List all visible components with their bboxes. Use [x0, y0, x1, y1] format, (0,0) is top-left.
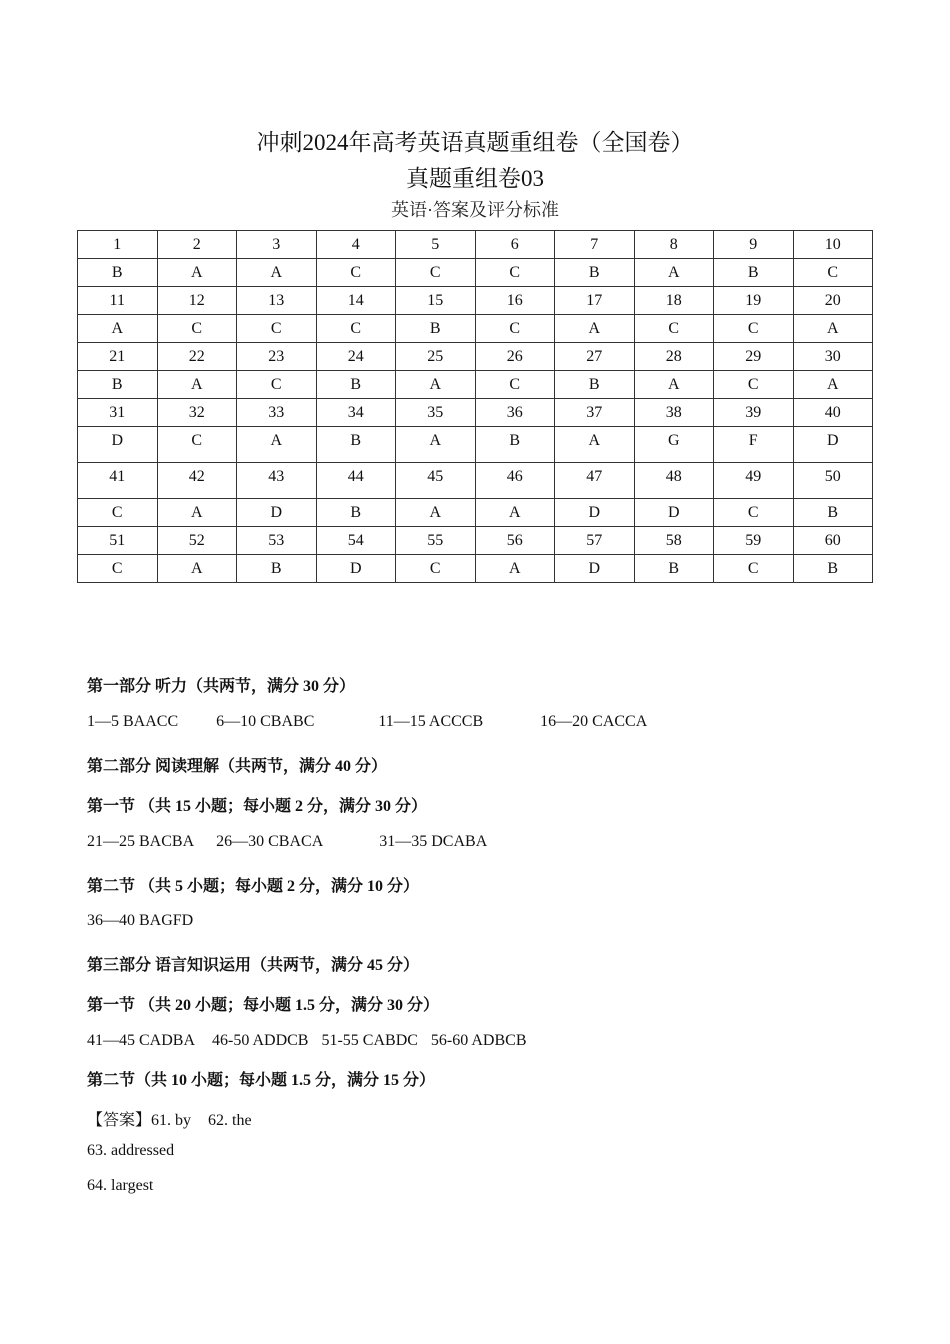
answer-cell: A	[157, 555, 237, 583]
answer-cell: C	[634, 315, 714, 343]
question-number-cell: 52	[157, 527, 237, 555]
answer-cell: B	[78, 371, 158, 399]
answer-cell: A	[475, 555, 555, 583]
question-number-cell: 40	[793, 399, 873, 427]
answer-group: 11—15 ACCCB	[378, 713, 484, 730]
part2-section1-heading: 第一节 （共 15 小题；每小题 2 分，满分 30 分）	[87, 798, 428, 815]
question-number-cell: 55	[396, 527, 476, 555]
question-number-cell: 49	[714, 463, 794, 499]
answer-cell: A	[157, 499, 237, 527]
part2-heading: 第二部分 阅读理解（共两节，满分 40 分）	[87, 758, 388, 775]
answer-cell: B	[237, 555, 317, 583]
document-caption: 英语·答案及评分标准	[391, 200, 559, 220]
document-title: 冲刺2024年高考英语真题重组卷（全国卷）	[256, 130, 694, 155]
answer-cell: C	[714, 371, 794, 399]
question-number-cell: 46	[475, 463, 555, 499]
part3-section1-answers	[87, 1032, 527, 1050]
answer-cell: B	[793, 555, 873, 583]
answer-group: 6—10 CBABC	[216, 713, 315, 730]
answer-cell: D	[316, 555, 396, 583]
question-number-cell: 12	[157, 287, 237, 315]
answer-cell: B	[396, 315, 476, 343]
answer-cell: C	[475, 315, 555, 343]
answer-group: 56-60 ADBCB	[430, 1032, 527, 1049]
answer-cell: A	[157, 371, 237, 399]
part3-section1-heading: 第一节 （共 20 小题；每小题 1.5 分，满分 30 分）	[87, 997, 440, 1014]
question-number-cell: 51	[78, 527, 158, 555]
question-number-cell: 1	[78, 231, 158, 259]
question-number-cell: 16	[475, 287, 555, 315]
question-number-cell: 11	[78, 287, 158, 315]
question-number-cell: 15	[396, 287, 476, 315]
question-number-cell: 29	[714, 343, 794, 371]
answer-cell: B	[555, 259, 635, 287]
part1-heading: 第一部分 听力（共两节，满分 30 分）	[87, 678, 356, 695]
answer-cell: C	[237, 371, 317, 399]
answer-row	[78, 499, 873, 527]
question-number-cell: 23	[237, 343, 317, 371]
question-number-cell: 7	[555, 231, 635, 259]
question-number-row	[78, 527, 873, 555]
question-number-cell: 54	[316, 527, 396, 555]
answer-cell: B	[475, 427, 555, 463]
question-number-cell: 2	[157, 231, 237, 259]
answer-cell: C	[793, 259, 873, 287]
question-number-row	[78, 343, 873, 371]
answer-cell: A	[793, 371, 873, 399]
answer-cell: D	[237, 499, 317, 527]
answer-cell: A	[475, 499, 555, 527]
question-number-cell: 32	[157, 399, 237, 427]
question-number-cell: 31	[78, 399, 158, 427]
question-number-cell: 22	[157, 343, 237, 371]
question-number-cell: 33	[237, 399, 317, 427]
answer-63: 63. addressed	[87, 1142, 175, 1159]
question-number-cell: 9	[714, 231, 794, 259]
question-number-cell: 39	[714, 399, 794, 427]
question-number-cell: 41	[78, 463, 158, 499]
answer-cell: B	[78, 259, 158, 287]
question-number-cell: 8	[634, 231, 714, 259]
answer-cell: C	[157, 427, 237, 463]
answer-group: 51-55 CABDC	[321, 1032, 418, 1049]
question-number-cell: 35	[396, 399, 476, 427]
answer-cell: B	[793, 499, 873, 527]
answer-cell: A	[396, 427, 476, 463]
question-number-cell: 57	[555, 527, 635, 555]
answer-cell: B	[316, 499, 396, 527]
answer-group: 16—20 CACCA	[540, 713, 648, 730]
question-number-cell: 20	[793, 287, 873, 315]
answer-62: 62. the	[208, 1112, 252, 1129]
answer-cell: D	[634, 499, 714, 527]
answer-group: 21—25 BACBA	[87, 833, 195, 850]
question-number-cell: 3	[237, 231, 317, 259]
answer-cell: A	[555, 315, 635, 343]
question-number-cell: 36	[475, 399, 555, 427]
question-number-cell: 25	[396, 343, 476, 371]
answer-cell: A	[237, 427, 317, 463]
question-number-cell: 34	[316, 399, 396, 427]
answer-cell: D	[78, 427, 158, 463]
answer-group: 26—30 CBACA	[216, 833, 324, 850]
question-number-cell: 4	[316, 231, 396, 259]
question-number-cell: 59	[714, 527, 794, 555]
answer-label: 【答案】	[87, 1112, 152, 1129]
question-number-cell: 18	[634, 287, 714, 315]
part1-answers	[87, 713, 647, 731]
answer-cell: C	[475, 371, 555, 399]
question-number-row	[78, 287, 873, 315]
question-number-cell: 60	[793, 527, 873, 555]
question-number-row	[78, 463, 873, 499]
question-number-cell: 43	[237, 463, 317, 499]
answer-cell: B	[714, 259, 794, 287]
answer-group: 1—5 BAACC	[87, 713, 179, 730]
answer-cell: F	[714, 427, 794, 463]
part2-section2-heading: 第二节 （共 5 小题；每小题 2 分，满分 10 分）	[87, 878, 420, 895]
question-number-row	[78, 231, 873, 259]
answer-cell: A	[157, 259, 237, 287]
answer-cell: C	[714, 499, 794, 527]
answer-cell: C	[157, 315, 237, 343]
answer-cell: B	[634, 555, 714, 583]
question-number-cell: 26	[475, 343, 555, 371]
question-number-cell: 42	[157, 463, 237, 499]
question-number-cell: 58	[634, 527, 714, 555]
document-subtitle: 真题重组卷03	[406, 166, 544, 191]
question-number-cell: 13	[237, 287, 317, 315]
answer-cell: A	[78, 315, 158, 343]
question-number-cell: 5	[396, 231, 476, 259]
answer-61-62	[87, 1107, 252, 1130]
part3-heading: 第三部分 语言知识运用（共两节，满分 45 分）	[87, 957, 420, 974]
answer-cell: D	[793, 427, 873, 463]
answer-row	[78, 555, 873, 583]
question-number-cell: 19	[714, 287, 794, 315]
answer-group: 31—35 DCABA	[379, 833, 488, 850]
answer-cell: B	[555, 371, 635, 399]
answer-table	[77, 230, 873, 583]
answer-64: 64. largest	[87, 1177, 154, 1194]
answer-61: 61. by	[151, 1112, 192, 1129]
answer-cell: A	[634, 371, 714, 399]
question-number-cell: 17	[555, 287, 635, 315]
question-number-cell: 30	[793, 343, 873, 371]
part2-section2-answers: 36—40 BAGFD	[87, 912, 194, 929]
answer-cell: C	[316, 315, 396, 343]
question-number-cell: 27	[555, 343, 635, 371]
answer-cell: C	[237, 315, 317, 343]
answer-cell: C	[714, 315, 794, 343]
part3-section2-heading: 第二节（共 10 小题；每小题 1.5 分，满分 15 分）	[87, 1072, 436, 1089]
answer-cell: C	[316, 259, 396, 287]
answer-row	[78, 259, 873, 287]
answer-row	[78, 427, 873, 463]
question-number-cell: 56	[475, 527, 555, 555]
part2-section1-answers	[87, 833, 487, 851]
question-number-cell: 28	[634, 343, 714, 371]
question-number-cell: 21	[78, 343, 158, 371]
answer-cell: A	[396, 499, 476, 527]
answer-cell: C	[78, 555, 158, 583]
question-number-cell: 44	[316, 463, 396, 499]
answer-cell: C	[396, 259, 476, 287]
question-number-cell: 48	[634, 463, 714, 499]
question-number-cell: 24	[316, 343, 396, 371]
answer-group: 46-50 ADDCB	[212, 1032, 309, 1049]
question-number-cell: 14	[316, 287, 396, 315]
question-number-cell: 47	[555, 463, 635, 499]
question-number-cell: 45	[396, 463, 476, 499]
answer-cell: D	[555, 555, 635, 583]
answer-cell: A	[634, 259, 714, 287]
question-number-cell: 38	[634, 399, 714, 427]
answer-group: 41—45 CADBA	[87, 1032, 196, 1049]
answer-cell: A	[793, 315, 873, 343]
answer-cell: B	[316, 371, 396, 399]
question-number-cell: 53	[237, 527, 317, 555]
answer-cell: C	[714, 555, 794, 583]
answer-cell: C	[475, 259, 555, 287]
answer-row	[78, 371, 873, 399]
answer-cell: G	[634, 427, 714, 463]
answer-cell: A	[237, 259, 317, 287]
question-number-cell: 6	[475, 231, 555, 259]
question-number-cell: 50	[793, 463, 873, 499]
question-number-row	[78, 399, 873, 427]
answer-cell: C	[396, 555, 476, 583]
answer-cell: B	[316, 427, 396, 463]
question-number-cell: 10	[793, 231, 873, 259]
answer-cell: A	[396, 371, 476, 399]
answer-cell: D	[555, 499, 635, 527]
answer-row	[78, 315, 873, 343]
answer-cell: C	[78, 499, 158, 527]
question-number-cell: 37	[555, 399, 635, 427]
answer-cell: A	[555, 427, 635, 463]
